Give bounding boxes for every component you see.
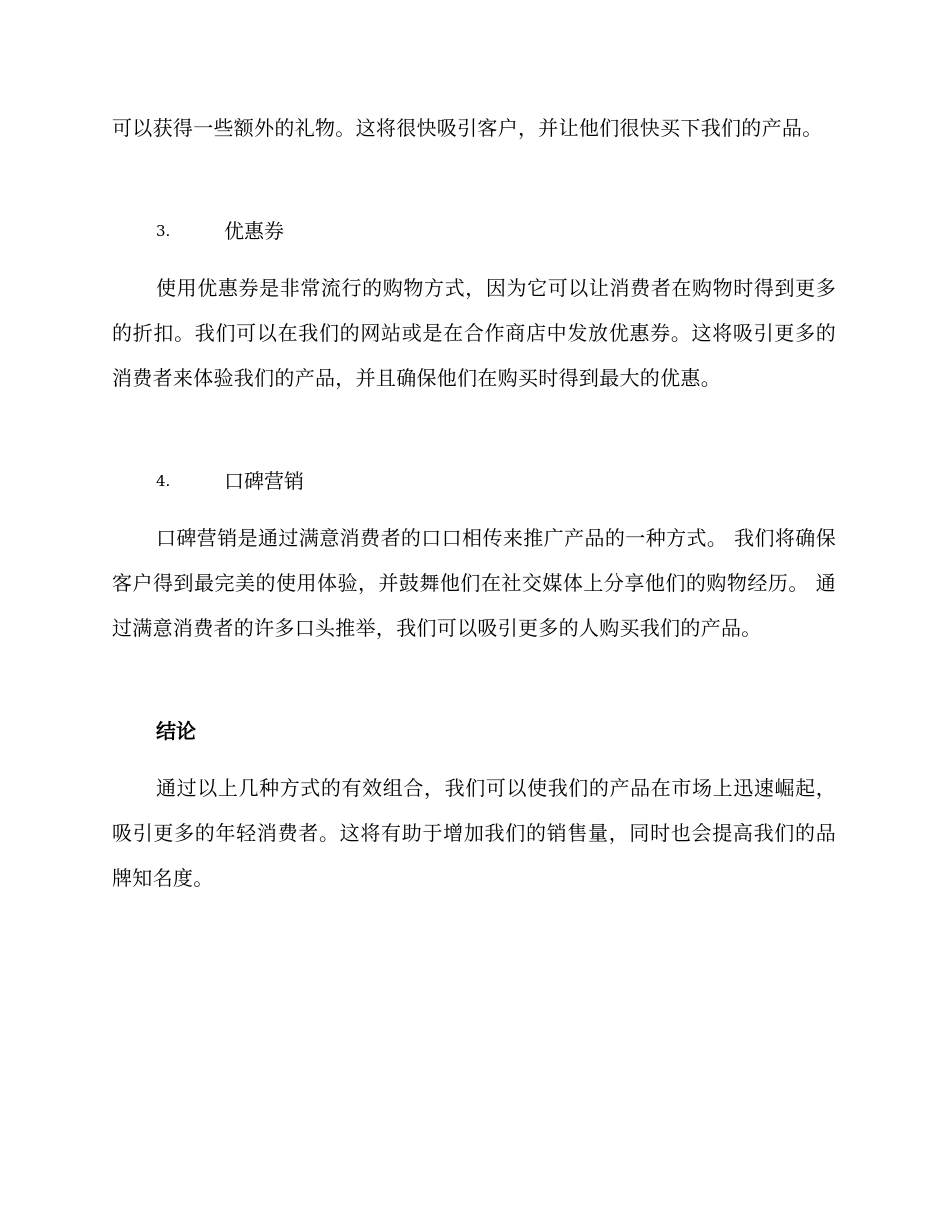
coupons-paragraph: 使用优惠券是非常流行的购物方式，因为它可以让消费者在购物时得到更多的折扣。我们可以在我们的网站或是在合作商店中发放优惠券。这将吸引更多的消费者来体验我们的产品，并且确保他们在购买时得到最大的优惠。 [112, 276, 836, 390]
conclusion-heading: 结论 [156, 719, 196, 743]
conclusion-paragraph: 通过以上几种方式的有效组合，我们可以使我们的产品在市场上迅速崛起，吸引更多的年轻消费者。这将有助于增加我们的销售量，同时也会提高我们的品牌知名度。 [112, 776, 836, 890]
list-title: 口碑营销 [224, 469, 304, 493]
list-number: 4. [156, 472, 171, 490]
list-number: 3. [156, 222, 171, 240]
word-of-mouth-paragraph: 口碑营销是通过满意消费者的口口相传来推广产品的一种方式。 我们将确保客户得到最完美的使用体验，并鼓舞他们在社交媒体上分享他们的购物经历。 通过满意消费者的许多口头推举，我们可以吸引更多的人购买我们的产品。 [112, 526, 836, 640]
list-title: 优惠券 [224, 219, 284, 243]
continuation-paragraph: 可以获得一些额外的礼物。这将很快吸引客户，并让他们很快买下我们的产品。 [112, 116, 823, 140]
